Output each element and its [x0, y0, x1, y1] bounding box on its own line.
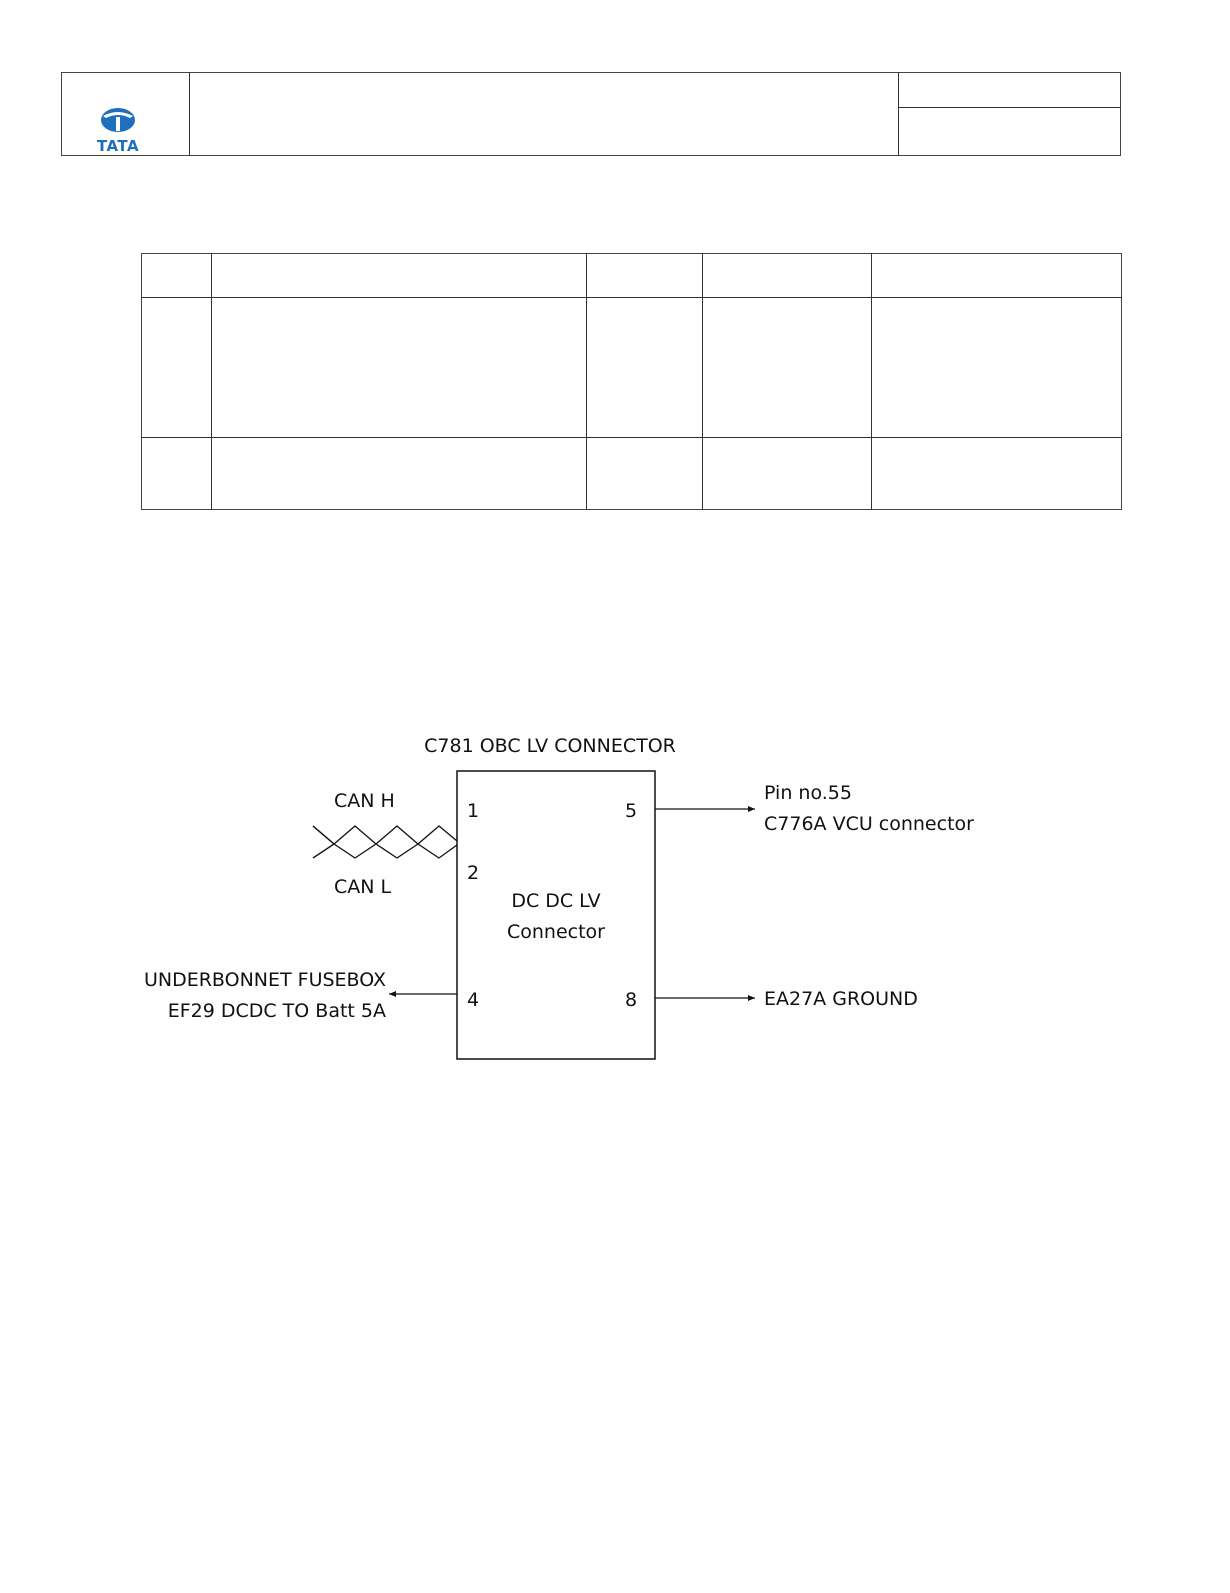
pin-4-label: 4 — [467, 989, 480, 1011]
can-l-wire — [313, 844, 457, 858]
pin-2-label: 2 — [467, 862, 480, 884]
can-l-label: CAN L — [334, 876, 392, 898]
pin-5-label: 5 — [625, 800, 638, 822]
pin-4-target-line1: UNDERBONNET FUSEBOX — [143, 969, 386, 991]
pin-5-target-line2: C776A VCU connector — [764, 813, 974, 835]
connector-label-line1: DC DC LV — [511, 890, 601, 912]
pin-8-target: EA27A GROUND — [764, 988, 918, 1010]
can-h-wire — [313, 826, 457, 844]
diagram-title: C781 OBC LV CONNECTOR — [424, 735, 676, 757]
pin-1-label: 1 — [467, 800, 480, 822]
pin-5-target-line1: Pin no.55 — [764, 782, 852, 804]
pin-8-label: 8 — [625, 989, 638, 1011]
connector-label-line2: Connector — [507, 921, 605, 943]
pin-4-target-line2: EF29 DCDC TO Batt 5A — [167, 1000, 386, 1022]
can-h-label: CAN H — [334, 790, 395, 812]
logo-wordmark: TATA — [96, 137, 140, 154]
